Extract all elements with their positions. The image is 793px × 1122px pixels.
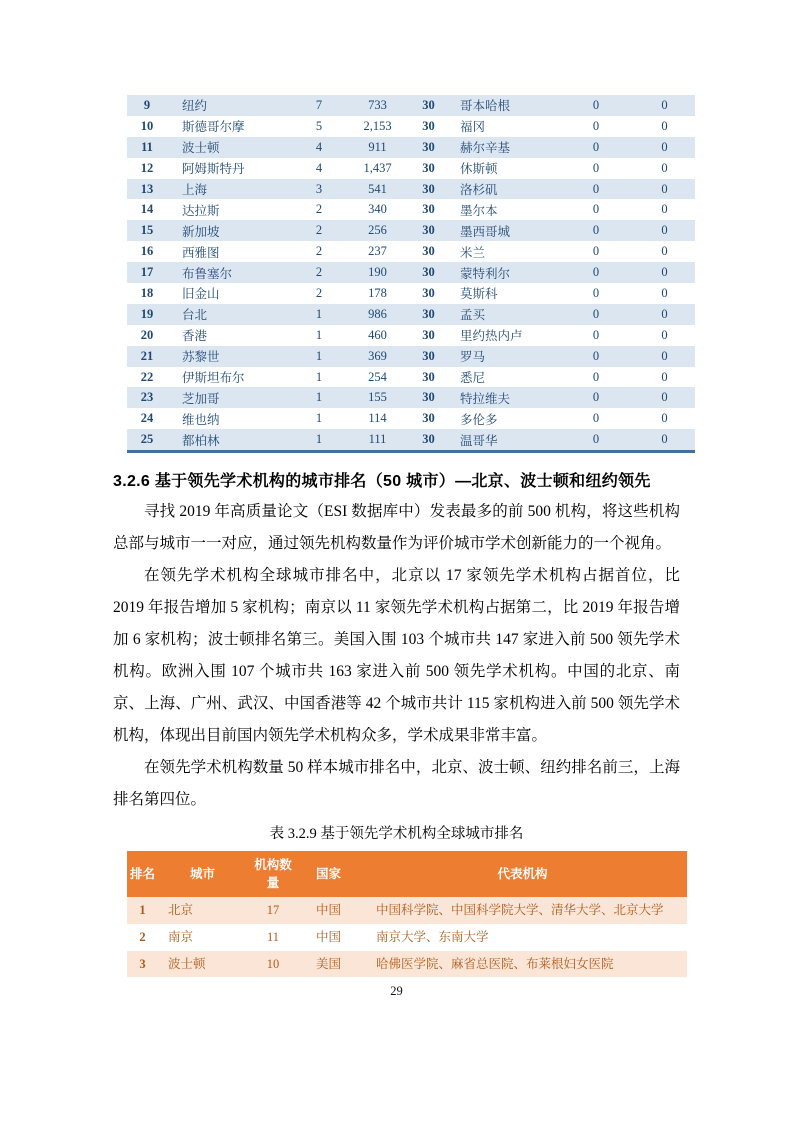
table-row [127, 951, 687, 978]
table-row [127, 179, 695, 200]
table-row [127, 367, 695, 388]
value-cell: 0 [661, 411, 668, 426]
value-cell: 0 [661, 306, 668, 321]
city-cell: 罗马 [460, 350, 486, 365]
table-row [127, 241, 695, 262]
count-cell: 2 [315, 285, 323, 300]
table-row [127, 262, 695, 283]
rank-cell: 3 [139, 956, 146, 971]
table-row [127, 137, 695, 158]
city-cell: 伊斯坦布尔 [182, 371, 245, 386]
institutions-cell: 南京大学、东南大学 [376, 930, 489, 945]
rank-cell: 21 [140, 348, 154, 363]
country-cell: 中国 [315, 903, 341, 918]
city-cell: 北京 [168, 903, 194, 918]
rank-cell: 30 [422, 244, 435, 259]
rank-cell: 30 [422, 265, 435, 280]
value-cell: 986 [368, 306, 387, 321]
rank-cell: 30 [422, 139, 435, 154]
value-cell: 256 [368, 223, 387, 238]
count-cell: 0 [592, 160, 600, 175]
count-cell: 1 [315, 327, 323, 342]
table-row [127, 346, 695, 367]
col-header-rank: 排名 [127, 851, 158, 897]
table-row [127, 408, 695, 429]
city-cell: 莫斯科 [460, 287, 498, 302]
rank-cell: 30 [422, 306, 435, 321]
table-row [127, 158, 695, 179]
col-header-city: 城市 [158, 851, 247, 897]
value-cell: 1,437 [363, 160, 392, 175]
rank-cell: 30 [422, 202, 435, 217]
count-cell: 0 [592, 202, 600, 217]
institutions-cell: 中国科学院、中国科学院大学、清华大学、北京大学 [376, 903, 664, 918]
value-cell: 190 [368, 265, 387, 280]
value-cell: 541 [368, 181, 387, 196]
city-cell: 布鲁塞尔 [182, 266, 233, 281]
count-cell: 0 [592, 265, 600, 280]
rank-cell: 23 [140, 390, 154, 405]
rank-cell: 30 [422, 118, 435, 133]
city-cell: 阿姆斯特丹 [182, 162, 245, 177]
value-cell: 911 [368, 139, 387, 154]
rank-cell: 30 [422, 285, 435, 300]
value-cell: 0 [661, 327, 668, 342]
paragraph-2: 在领先学术机构全球城市排名中，北京以 17 家领先学术机构占据首位，比 2019 年报告增加 5 家机构；南京以 11 家领先学术机构占据第二，比 2019 年报告增加 6 家机构；波士顿排名第三。美国入围 103 个城市共 147 家进入前 500 领先学术机构。欧洲入围 107 个城市共 163 家进入前 500 领先学术机构。中国的北京、南京、上海、广州、武汉、中国香港等 42 个城市共计 115 家机构进入前 500 领先学术机构，体现出目前国内领先学术机构众多，学术成果非常丰富。 [113, 567, 680, 745]
value-cell: 0 [661, 202, 668, 217]
city-cell: 福冈 [460, 120, 486, 135]
count-cell: 1 [315, 369, 323, 384]
table-caption: 表 3.2.9 基于领先学术机构全球城市排名 [269, 826, 524, 843]
count-cell: 0 [592, 244, 600, 259]
count-cell: 17 [266, 903, 280, 918]
city-cell: 苏黎世 [182, 350, 220, 365]
rank-cell: 30 [422, 327, 435, 342]
city-cell: 哥本哈根 [460, 99, 511, 114]
city-cell: 特拉维夫 [460, 391, 511, 406]
table-row [127, 429, 695, 451]
table-row [127, 199, 695, 220]
value-cell: 178 [368, 285, 387, 300]
count-cell: 0 [592, 223, 600, 238]
city-cell: 南京 [168, 930, 194, 945]
table-row [127, 220, 695, 241]
city-ranking-table [127, 95, 695, 453]
rank-cell: 30 [422, 432, 435, 447]
rank-cell: 16 [140, 244, 154, 259]
value-cell: 0 [661, 432, 668, 447]
value-cell: 0 [661, 181, 668, 196]
count-cell: 3 [315, 181, 323, 196]
value-cell: 460 [368, 327, 387, 342]
count-cell: 11 [266, 930, 280, 945]
city-cell: 波士顿 [168, 956, 206, 971]
value-cell: 369 [368, 348, 387, 363]
page-number: 29 [390, 984, 403, 999]
count-cell: 4 [315, 160, 323, 175]
count-cell: 0 [592, 411, 600, 426]
table-row [127, 116, 695, 137]
rank-cell: 15 [140, 223, 154, 238]
city-cell: 墨西哥城 [460, 224, 511, 239]
city-cell: 米兰 [460, 245, 486, 260]
rank-cell: 10 [140, 118, 154, 133]
rank-cell: 1 [139, 903, 146, 918]
table-row [127, 283, 695, 304]
city-ranking-table-body [127, 95, 695, 452]
value-cell: 0 [661, 348, 668, 363]
col-header-representative-institutions: 代表机构 [358, 851, 687, 897]
count-cell: 2 [315, 244, 323, 259]
value-cell: 155 [368, 390, 387, 405]
city-cell: 波士顿 [182, 141, 220, 156]
table-row [127, 95, 695, 116]
value-cell: 0 [661, 369, 668, 384]
rank-cell: 30 [422, 160, 435, 175]
city-cell: 温哥华 [460, 433, 498, 448]
value-cell: 733 [368, 97, 387, 112]
count-cell: 1 [315, 306, 323, 321]
city-cell: 孟买 [460, 308, 486, 323]
rank-cell: 18 [140, 285, 154, 300]
count-cell: 1 [315, 432, 323, 447]
value-cell: 0 [661, 118, 668, 133]
institution-table-header-row [127, 851, 687, 897]
rank-cell: 13 [140, 181, 154, 196]
city-cell: 西雅图 [182, 245, 220, 260]
city-cell: 斯德哥尔摩 [182, 120, 245, 135]
count-cell: 0 [592, 118, 600, 133]
rank-cell: 14 [140, 202, 154, 217]
count-cell: 0 [592, 432, 600, 447]
value-cell: 0 [661, 223, 668, 238]
count-cell: 2 [315, 223, 323, 238]
paragraph-1: 寻找 2019 年高质量论文（ESI 数据库中）发表最多的前 500 机构，将这些机构总部与城市一一对应，通过领先机构数量作为评价城市学术创新能力的一个视角。 [113, 503, 680, 553]
value-cell: 0 [661, 97, 668, 112]
city-cell: 香港 [182, 329, 208, 344]
rank-cell: 30 [422, 181, 435, 196]
count-cell: 0 [592, 139, 600, 154]
rank-cell: 30 [422, 348, 435, 363]
rank-cell: 30 [422, 369, 435, 384]
count-cell: 1 [315, 348, 323, 363]
rank-cell: 11 [141, 139, 153, 154]
rank-cell: 17 [140, 265, 154, 280]
count-cell: 0 [592, 390, 600, 405]
table-row [127, 924, 687, 951]
rank-cell: 22 [140, 369, 154, 384]
rank-cell: 30 [422, 97, 435, 112]
city-cell: 上海 [182, 183, 208, 197]
city-cell: 蒙特利尔 [460, 266, 511, 281]
count-cell: 0 [592, 97, 600, 112]
table-row [127, 304, 695, 325]
col-header-institution-count: 机构数量 [247, 851, 299, 897]
city-cell: 台北 [182, 308, 208, 323]
city-cell: 多伦多 [460, 412, 498, 427]
city-cell: 旧金山 [182, 287, 220, 302]
city-cell: 休斯顿 [460, 162, 498, 177]
count-cell: 1 [315, 411, 323, 426]
count-cell: 10 [266, 956, 280, 971]
count-cell: 0 [592, 181, 600, 196]
rank-cell: 2 [139, 930, 146, 945]
city-cell: 墨尔本 [460, 203, 498, 218]
country-cell: 中国 [315, 930, 341, 945]
country-cell: 美国 [315, 956, 341, 971]
value-cell: 254 [368, 369, 387, 384]
institution-ranking-table [127, 851, 687, 977]
institution-table-body [127, 897, 687, 977]
value-cell: 0 [661, 244, 668, 259]
section-heading: 3.2.6 基于领先学术机构的城市排名（50 城市）—北京、波士顿和纽约领先 [113, 473, 651, 491]
count-cell: 4 [315, 139, 323, 154]
rank-cell: 30 [422, 411, 435, 426]
city-cell: 达拉斯 [182, 203, 220, 218]
value-cell: 2,153 [363, 118, 392, 133]
city-cell: 新加坡 [182, 224, 220, 239]
count-cell: 5 [315, 118, 323, 133]
table-row [127, 897, 687, 924]
city-cell: 悉尼 [460, 371, 486, 386]
rank-cell: 20 [140, 327, 154, 342]
paragraph-3: 在领先学术机构数量 50 样本城市排名中，北京、波士顿、纽约排名前三，上海排名第四位。 [113, 759, 680, 809]
count-cell: 2 [315, 265, 323, 280]
col-header-country: 国家 [299, 851, 358, 897]
count-cell: 7 [315, 97, 323, 112]
rank-cell: 25 [140, 432, 154, 447]
count-cell: 0 [592, 369, 600, 384]
value-cell: 0 [661, 139, 668, 154]
value-cell: 111 [368, 432, 387, 447]
value-cell: 0 [661, 265, 668, 280]
value-cell: 237 [368, 244, 387, 259]
value-cell: 0 [661, 390, 668, 405]
city-cell: 里约热内卢 [460, 329, 523, 344]
page-content [113, 95, 680, 999]
rank-cell: 9 [143, 97, 151, 112]
value-cell: 114 [368, 411, 387, 426]
count-cell: 0 [592, 348, 600, 363]
city-cell: 芝加哥 [182, 391, 220, 406]
count-cell: 2 [315, 202, 323, 217]
count-cell: 0 [592, 306, 600, 321]
value-cell: 0 [661, 285, 668, 300]
city-cell: 纽约 [182, 99, 208, 114]
count-cell: 1 [315, 390, 323, 405]
table-row [127, 325, 695, 346]
rank-cell: 30 [422, 390, 435, 405]
count-cell: 0 [592, 285, 600, 300]
count-cell: 0 [592, 327, 600, 342]
value-cell: 0 [661, 160, 668, 175]
rank-cell: 19 [140, 306, 154, 321]
rank-cell: 30 [422, 223, 435, 238]
city-cell: 赫尔辛基 [460, 141, 511, 156]
rank-cell: 24 [140, 411, 154, 426]
table-row [127, 387, 695, 408]
rank-cell: 12 [140, 160, 154, 175]
institutions-cell: 哈佛医学院、麻省总医院、布莱根妇女医院 [376, 956, 614, 971]
value-cell: 340 [368, 202, 387, 217]
city-cell: 都柏林 [182, 433, 220, 448]
city-cell: 维也纳 [182, 412, 220, 427]
city-cell: 洛杉矶 [460, 183, 498, 197]
